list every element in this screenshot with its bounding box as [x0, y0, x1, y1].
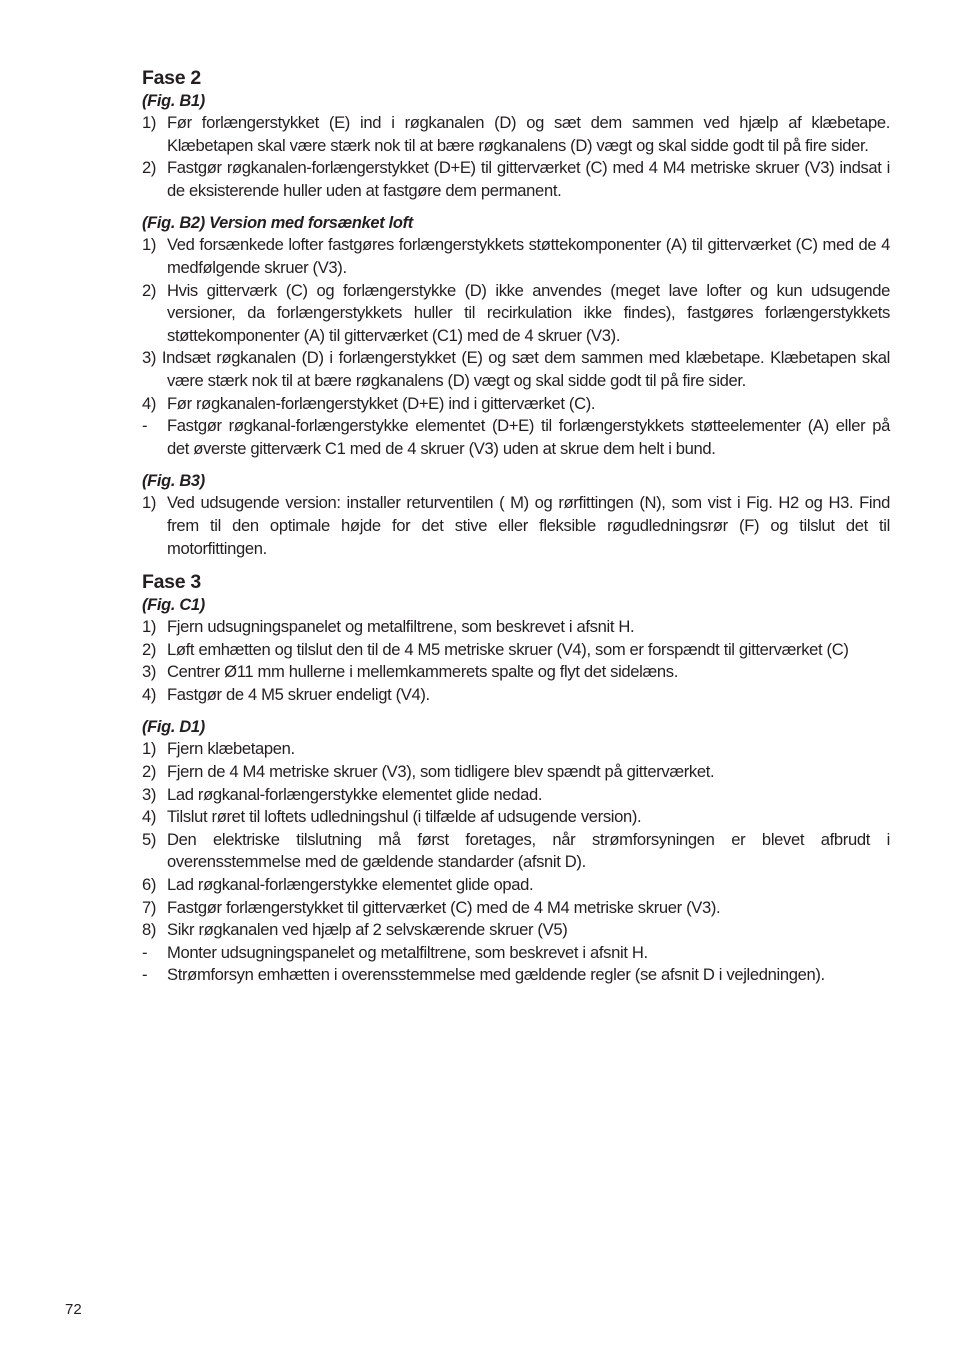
page-number: 72	[65, 1301, 82, 1318]
item-text: Den elektriske tilslutning må først foretages, når strømforsyningen er blevet afbrudt i overensstemmelse med de gældende standarder (afsnit D).	[167, 829, 890, 872]
figure-block-d1	[142, 716, 890, 987]
list-item	[142, 684, 890, 707]
item-number: 1)	[142, 739, 157, 759]
item-number: 4)	[142, 807, 157, 827]
list-item	[142, 919, 890, 942]
item-number: 2)	[142, 762, 157, 782]
figure-block-b2	[142, 212, 890, 460]
item-text: Monter udsugningspanelet og metalfiltrene, som beskrevet i afsnit H.	[167, 942, 648, 962]
section-fase-3	[142, 570, 890, 987]
item-text: Fjern klæbetapen.	[167, 739, 295, 759]
item-number: 3)	[142, 348, 157, 368]
item-text: Indsæt røgkanalen (D) i forlængerstykket (E) og sæt dem sammen med klæbetape. Klæbetapen skal være stærk nok til at bære røgkanalens (D) vægt og skal sidde godt til på fire sider.	[161, 348, 890, 390]
item-text: Fjern de 4 M4 metriske skruer (V3), som tidligere blev spændt på gitterværket.	[167, 762, 715, 782]
list-item	[142, 347, 890, 392]
item-text: Fastgør forlængerstykket til gitterværket (C) med de 4 M4 metriske skruer (V3).	[167, 897, 721, 917]
item-text: Løft emhætten og tilslut den til de 4 M5 metriske skruer (V4), som er forspændt til gitterværket (C)	[167, 639, 849, 659]
item-number: 3)	[142, 784, 157, 804]
item-text: Lad røgkanal-forlængerstykke elementet glide nedad.	[167, 784, 543, 804]
item-number: 1)	[142, 113, 157, 132]
section-title: Fase 3	[142, 571, 201, 594]
list-item	[142, 661, 890, 684]
item-number: 5)	[142, 829, 157, 849]
figure-block-c1	[142, 594, 890, 706]
item-number: 6)	[142, 875, 157, 895]
item-number: 2)	[142, 639, 157, 659]
item-text: Fastgør røgkanalen-forlængerstykket (D+E) til gitterværket (C) med 4 M4 metriske skruer (V3) indsat i de eksisterende huller uden at fastgøre dem permanent.	[167, 158, 890, 200]
figure-label: (Fig. B1)	[142, 92, 205, 110]
list-item	[142, 806, 890, 829]
list-item	[142, 784, 890, 807]
item-text: Før forlængerstykket (E) ind i røgkanalen (D) og sæt dem sammen ved hjælp af klæbetape. Klæbetapen skal være stærk nok til at bære røgkanalens (D) vægt og skal sidde godt til på fire sider.	[167, 113, 890, 155]
item-text: Lad røgkanal-forlængerstykke elementet glide opad.	[167, 875, 534, 895]
item-number: 4)	[142, 684, 157, 704]
figure-block-b3	[142, 470, 890, 560]
item-text: Sikr røgkanalen ved hjælp af 2 selvskærende skruer (V5)	[167, 920, 568, 940]
item-text: Centrer Ø11 mm hullerne i mellemkammerets spalte og flyt det sidelæns.	[167, 662, 679, 682]
item-number: 3)	[142, 662, 157, 682]
figure-block-b1	[142, 90, 890, 202]
list-item	[142, 829, 890, 874]
list-item	[142, 639, 890, 662]
list-item	[142, 616, 890, 639]
item-text: Før røgkanalen-forlængerstykket (D+E) ind i gitterværket (C).	[167, 393, 596, 413]
list-item	[142, 897, 890, 920]
figure-label: (Fig. B2) Version med forsænket loft	[142, 214, 413, 233]
list-item	[142, 738, 890, 761]
item-text: Strømforsyn emhætten i overensstemmelse med gældende regler (se afsnit D i vejledningen).	[167, 965, 825, 985]
list-item	[142, 112, 890, 157]
figure-label: (Fig. C1)	[142, 596, 205, 615]
item-number: 4)	[142, 393, 157, 413]
figure-label: (Fig. B3)	[142, 472, 205, 491]
item-bullet: -	[142, 965, 148, 985]
item-text: Fastgør de 4 M5 skruer endeligt (V4).	[167, 684, 430, 704]
figure-label: (Fig. D1)	[142, 718, 205, 737]
item-text: Ved forsænkede lofter fastgøres forlængerstykkets støttekomponenter (A) til gitterværket (C) med de 4 medfølgende skruer (V3).	[167, 235, 890, 277]
list-item	[142, 157, 890, 202]
list-item	[142, 234, 890, 279]
item-text: Hvis gitterværk (C) og forlængerstykke (D) ikke anvendes (meget lave lofter og kun udsugende versioner, da forlængerstykkets huller til recirkulation ikke findes), fastgøres forlængerstykkets støttekomponenter (A) til gitterværket (C1) med de 4 skruer (V3).	[167, 280, 890, 345]
item-number: 7)	[142, 897, 157, 917]
list-item	[142, 942, 890, 965]
section-fase-2	[142, 66, 890, 560]
item-number: 1)	[142, 617, 157, 637]
document-page	[142, 60, 890, 997]
item-text: Fastgør røgkanal-forlængerstykke elementet (D+E) til forlængerstykkets støtteelementer (A) eller på det øverste gitterværk C1 med de 4 skruer (V3) uden at skrue dem helt i bund.	[167, 416, 890, 458]
list-item	[142, 280, 890, 348]
item-text: Fjern udsugningspanelet og metalfiltrene, som beskrevet i afsnit H.	[167, 617, 635, 637]
item-bullet: -	[142, 416, 148, 436]
item-number: 2)	[142, 280, 157, 300]
list-item	[142, 415, 890, 460]
item-number: 8)	[142, 920, 157, 940]
item-bullet: -	[142, 942, 148, 962]
list-item	[142, 492, 890, 560]
item-text: Tilslut røret til loftets udledningshul (i tilfælde af udsugende version).	[167, 807, 642, 827]
section-title: Fase 2	[142, 67, 201, 89]
list-item	[142, 964, 890, 987]
list-item	[142, 761, 890, 784]
item-text: Ved udsugende version: installer returventilen ( M) og rørfittingen (N), som vist i Fig. H2 og H3. Find frem til den optimale højde for det stive eller fleksible røgudledningsrør (F) og tilslut det til motorfittingen.	[167, 493, 890, 558]
item-number: 1)	[142, 493, 157, 513]
list-item	[142, 874, 890, 897]
list-item	[142, 393, 890, 416]
item-number: 1)	[142, 235, 157, 255]
item-number: 2)	[142, 158, 157, 178]
